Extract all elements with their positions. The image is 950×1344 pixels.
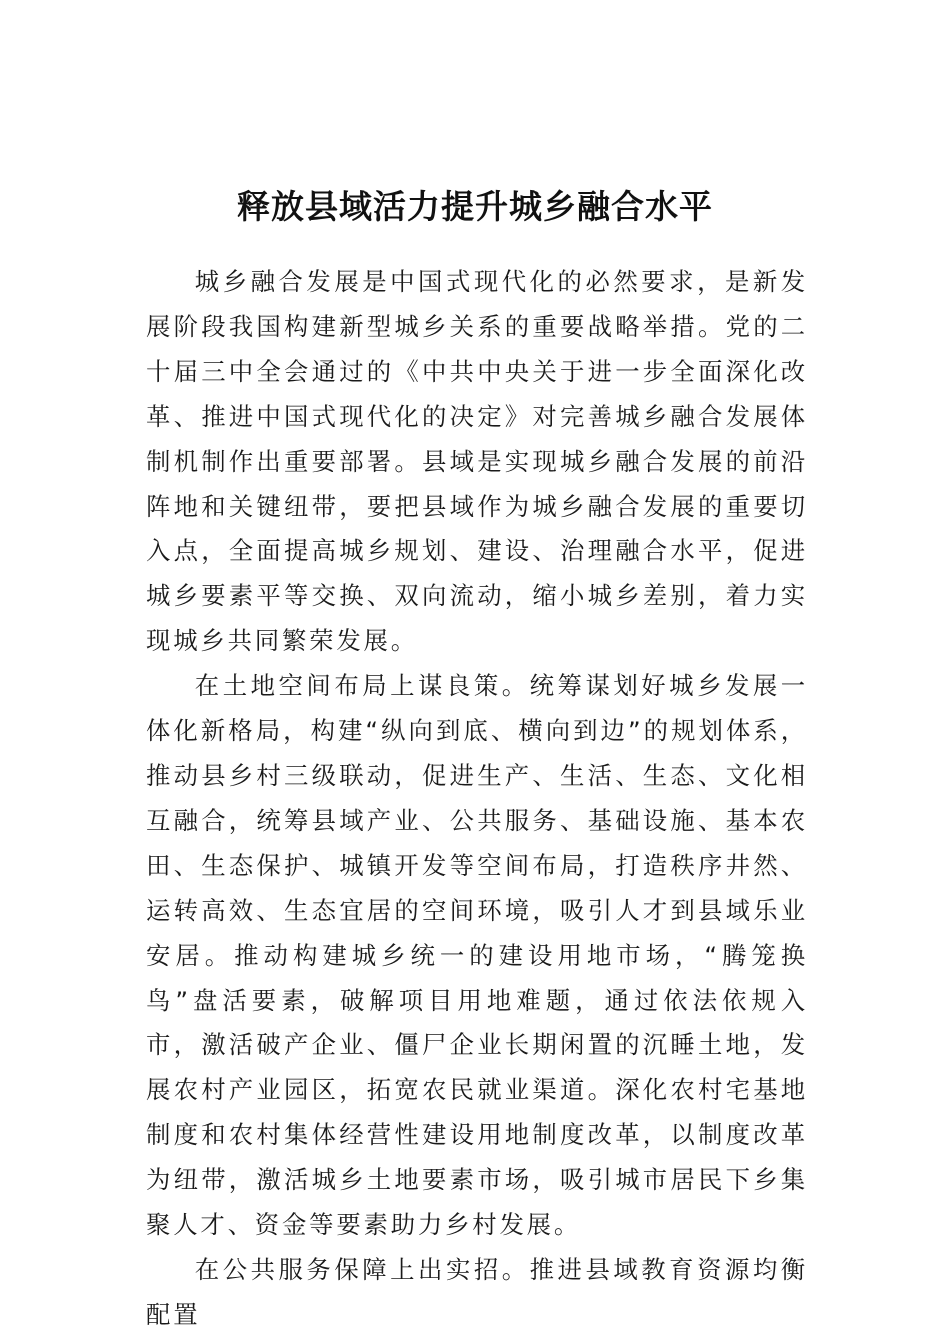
paragraph-land-planning: 在土地空间布局上谋良策。统筹谋划好城乡发展一体化新格局，构建“纵向到底、横向到边”的规划体系，推动县乡村三级联动，促进生产、生活、生态、文化相互融合，统筹县域产业、公共服务、基础设施、基本农田、生态保护、城镇开发等空间布局，打造秩序井然、运转高效、生态宜居的空间环境，吸引人才到县域乐业安居。推动构建城乡统一的建设用地市场，“腾笼换鸟”盘活要素，破解项目用地难题，通过依法依规入市，激活破产企业、僵尸企业长期闲置的沉睡土地，发展农村产业园区，拓宽农民就业渠道。深化农村宅基地制度和农村集体经营性建设用地制度改革，以制度改革为纽带，激活城乡土地要素市场，吸引城市居民下乡集聚人才、资金等要素助力乡村发展。: [146, 671, 808, 1240]
document-title: 释放县域活力提升城乡融合水平: [237, 187, 713, 227]
paragraph-intro: 城乡融合发展是中国式现代化的必然要求，是新发展阶段我国构建新型城乡关系的重要战略举措。党的二十届三中全会通过的《中共中央关于进一步全面深化改革、推进中国式现代化的决定》对完善城乡融合发展体制机制作出重要部署。县域是实现城乡融合发展的前沿阵地和关键纽带，要把县域作为城乡融合发展的重要切入点，全面提高城乡规划、建设、治理融合水平，促进城乡要素平等交换、双向流动，缩小城乡差别，着力实现城乡共同繁荣发展。: [146, 267, 808, 656]
paragraph-public-services: 在公共服务保障上出实招。推进县域教育资源均衡配置: [146, 1254, 808, 1329]
document-body: [146, 260, 808, 1338]
